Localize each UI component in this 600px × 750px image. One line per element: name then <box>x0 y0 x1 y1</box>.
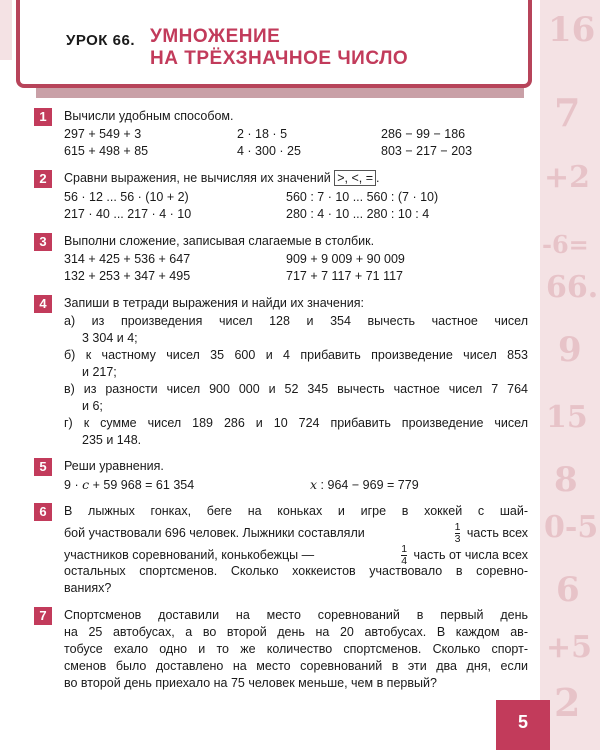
task-3-expr: 909 + 9 009 + 90 009 <box>286 252 405 266</box>
lesson-title-line1: УМНОЖЕНИЕ <box>150 26 281 47</box>
task-5-equation-2: x : 964 − 969 = 779 <box>310 477 419 492</box>
task-6-line: ваниях? <box>64 581 112 595</box>
task-6-line-part: бой участвовали 696 человек. Лыжники составляли <box>64 526 365 540</box>
task-1-expr: 615 + 498 + 85 <box>64 144 149 158</box>
decorative-corner <box>0 0 12 60</box>
task-4-item-a: а) из произведения чисел 128 и 354 вычесть частное чисел <box>64 314 528 328</box>
task-3-expr: 717 + 7 117 + 71 117 <box>286 269 404 283</box>
task-6-line <box>64 522 528 545</box>
task-6-number: 6 <box>34 503 52 521</box>
task-4-item-b-cont: и 217; <box>82 365 117 379</box>
fraction-denominator: 4 <box>401 555 408 567</box>
task-4-item-b: б) к частному чисел 35 600 и 4 прибавить произведение чисел 853 <box>64 348 528 362</box>
task-3-text: Выполни сложение, записывая слагаемые в столбик. <box>64 234 375 248</box>
page-number: 5 <box>496 700 550 750</box>
task-3-number: 3 <box>34 233 52 251</box>
task-4-text: Запиши в тетради выражения и найди их значения: <box>64 296 364 310</box>
task-4-item-v: в) из разности чисел 900 000 и 52 345 вычесть частное чисел 7 764 <box>64 382 528 396</box>
task-1-expr: 4 · 300 · 25 <box>237 144 301 158</box>
task-5-number: 5 <box>34 458 52 476</box>
task-7-number: 7 <box>34 607 52 625</box>
task-2-instruction: Сравни выражения, не вычисляя их значений <box>64 171 331 185</box>
lesson-title-line2: НА ТРЁХЗНАЧНОЕ ЧИСЛО <box>150 48 409 69</box>
task-1-text: Вычисли удобным способом. <box>64 109 234 123</box>
task-4-number: 4 <box>34 295 52 313</box>
task-2-expr: 560 : 7 · 10 ... 560 : (7 · 10) <box>286 190 439 204</box>
task-6-line-part: участников соревнований, конькобежцы — <box>64 548 315 562</box>
task-1-expr: 2 · 18 · 5 <box>237 127 288 141</box>
task-6-line: остальных спортсменов. Сколько хоккеистов участвовало в соревно- <box>64 564 528 578</box>
task-2-expr: 217 · 40 ... 217 · 4 · 10 <box>64 207 192 221</box>
fraction-numerator: 1 <box>401 543 408 555</box>
task-2-text: Сравни выражения, не вычисляя их значений >, <, = . <box>64 171 380 185</box>
task-6-line-part: часть от числа всех <box>413 547 528 562</box>
task-4-item-a-cont: 3 304 и 4; <box>82 331 138 345</box>
task-5-equation-1: 9 · c + 59 968 = 61 354 <box>64 477 195 492</box>
task-2-expr: 280 : 4 · 10 ... 280 : 10 : 4 <box>286 207 430 221</box>
task-6-fraction-wrap <box>452 522 528 545</box>
task-7-line: на 25 автобусах, а во второй день на 20 автобусах. В каждом ав- <box>64 625 528 639</box>
task-7-line: Спортсменов доставили на место соревнований в первый день <box>64 608 528 622</box>
decorative-numbers-strip: 16 7 +2 -6= 66. 9 15 8 0-5 6 +5 2 <box>540 0 600 750</box>
lesson-number: УРОК 66. <box>66 32 135 49</box>
task-3-expr: 314 + 425 + 536 + 647 <box>64 252 191 266</box>
task-4-item-g: г) к сумме чисел 189 286 и 10 724 прибавить произведение чисел <box>64 416 528 430</box>
task-1-number: 1 <box>34 108 52 126</box>
fraction-one-third <box>455 522 461 545</box>
header-divider-bar <box>36 88 524 98</box>
comparison-signs-box: >, <, = <box>334 170 376 186</box>
task-1-expr: 286 − 99 − 186 <box>381 127 466 141</box>
task-7-line: сменов было доставлено на место соревнований в эти два дня, если <box>64 659 528 673</box>
fraction-numerator: 1 <box>454 521 461 533</box>
task-4-item-g-cont: 235 и 148. <box>82 433 142 447</box>
task-3-expr: 132 + 253 + 347 + 495 <box>64 269 191 283</box>
task-1-expr: 803 − 217 − 203 <box>381 144 473 158</box>
task-2-number: 2 <box>34 170 52 188</box>
task-6-line: В лыжных гонках, беге на коньках и игре в хоккей с шай- <box>64 504 528 518</box>
task-4-item-v-cont: и 6; <box>82 399 103 413</box>
fraction-denominator: 3 <box>454 533 461 545</box>
task-5-text: Реши уравнения. <box>64 459 164 473</box>
task-2-expr: 56 · 12 ... 56 · (10 + 2) <box>64 190 189 204</box>
task-6-line-part: часть всех <box>466 525 528 540</box>
task-7-line: тобусе ехало одно и то же количество спортсменов. Сколько спорт- <box>64 642 528 656</box>
task-1-expr: 297 + 549 + 3 <box>64 127 142 141</box>
lesson-title <box>150 26 408 70</box>
task-7-line: во второй день приехало на 75 человек меньше, чем в первый? <box>64 676 437 690</box>
